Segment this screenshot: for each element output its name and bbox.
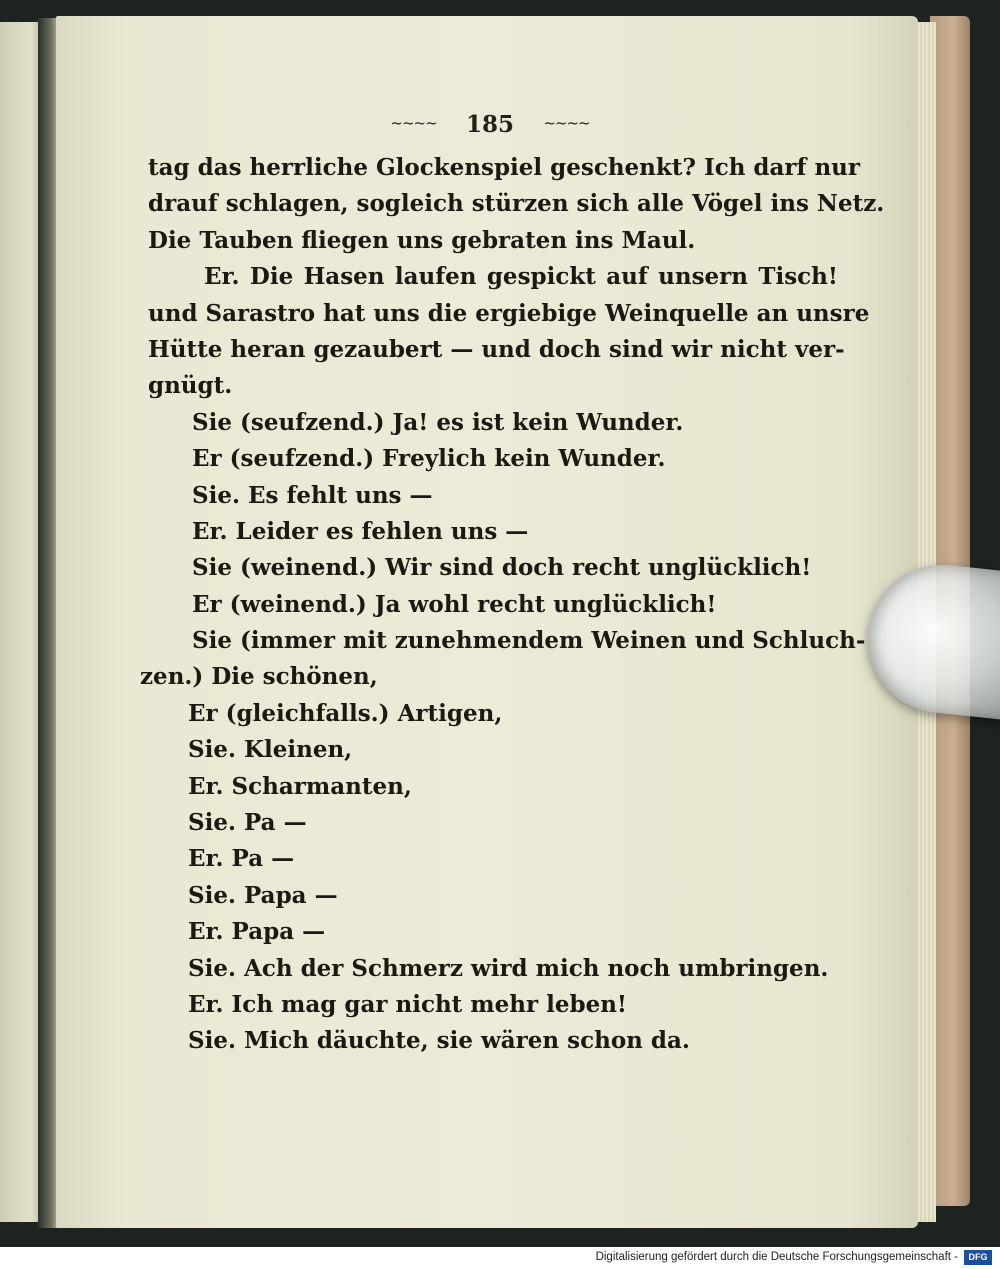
text-line: Er. Papa — (188, 918, 326, 946)
page-header (370, 111, 610, 141)
footer-bar (0, 1247, 1000, 1269)
text-line: Sie. Es fehlt uns — (192, 481, 433, 509)
text-line: Hütte heran gezaubert — und doch sind wir nicht ver- (148, 335, 845, 363)
text-line: Er (gleichfalls.) Artigen, (188, 699, 503, 727)
page-number: 185 (465, 111, 514, 138)
dfg-logo-icon: DFG (964, 1250, 992, 1265)
text-line: Sie. Kleinen, (188, 736, 353, 764)
text-line: Er (seufzend.) Freylich kein Wunder. (192, 445, 666, 473)
text-line: Sie (seufzend.) Ja! es ist kein Wunder. (192, 408, 684, 436)
text-line: Sie. Ach der Schmerz wird mich noch umbringen. (188, 954, 829, 982)
text-line: Sie (immer mit zunehmendem Weinen und Schluch- (192, 627, 866, 655)
text-line: tag das herrliche Glockenspiel geschenkt? Ich darf nur (148, 154, 861, 181)
ornament-right: ~~~~ (543, 114, 590, 132)
text-line: zen.) Die schönen, (140, 663, 378, 691)
text-line: Er. Scharmanten, (188, 772, 412, 800)
footer-credit: Digitalisierung gefördert durch die Deutsche Forschungsgemeinschaft - (595, 1251, 958, 1263)
text-line: Sie. Mich däuchte, sie wären schon da. (188, 1027, 690, 1055)
ornament-left: ~~~~ (390, 114, 437, 132)
text-line: Die Tauben fliegen uns gebraten ins Maul. (148, 226, 696, 254)
text-line: Er. Leider es fehlen uns — (192, 517, 529, 545)
text-line: drauf schlagen, sogleich stürzen sich alle Vögel ins Netz. (148, 190, 885, 218)
text-line: Sie. Pa — (188, 809, 307, 837)
text-line: Er (weinend.) Ja wohl recht unglücklich! (192, 590, 717, 618)
text-line: und Sarastro hat uns die ergiebige Weinquelle an unsre (148, 299, 870, 327)
page-body-text (140, 150, 885, 1060)
text-line: Er. Die Hasen laufen gespickt auf unsern Tisch! (204, 263, 838, 291)
text-line: Sie (weinend.) Wir sind doch recht unglücklich! (192, 554, 812, 582)
text-line: gnügt. (148, 372, 233, 400)
text-line: Er. Ich mag gar nicht mehr leben! (188, 990, 628, 1018)
text-line: Er. Pa — (188, 845, 295, 873)
text-line: Sie. Papa — (188, 881, 338, 909)
